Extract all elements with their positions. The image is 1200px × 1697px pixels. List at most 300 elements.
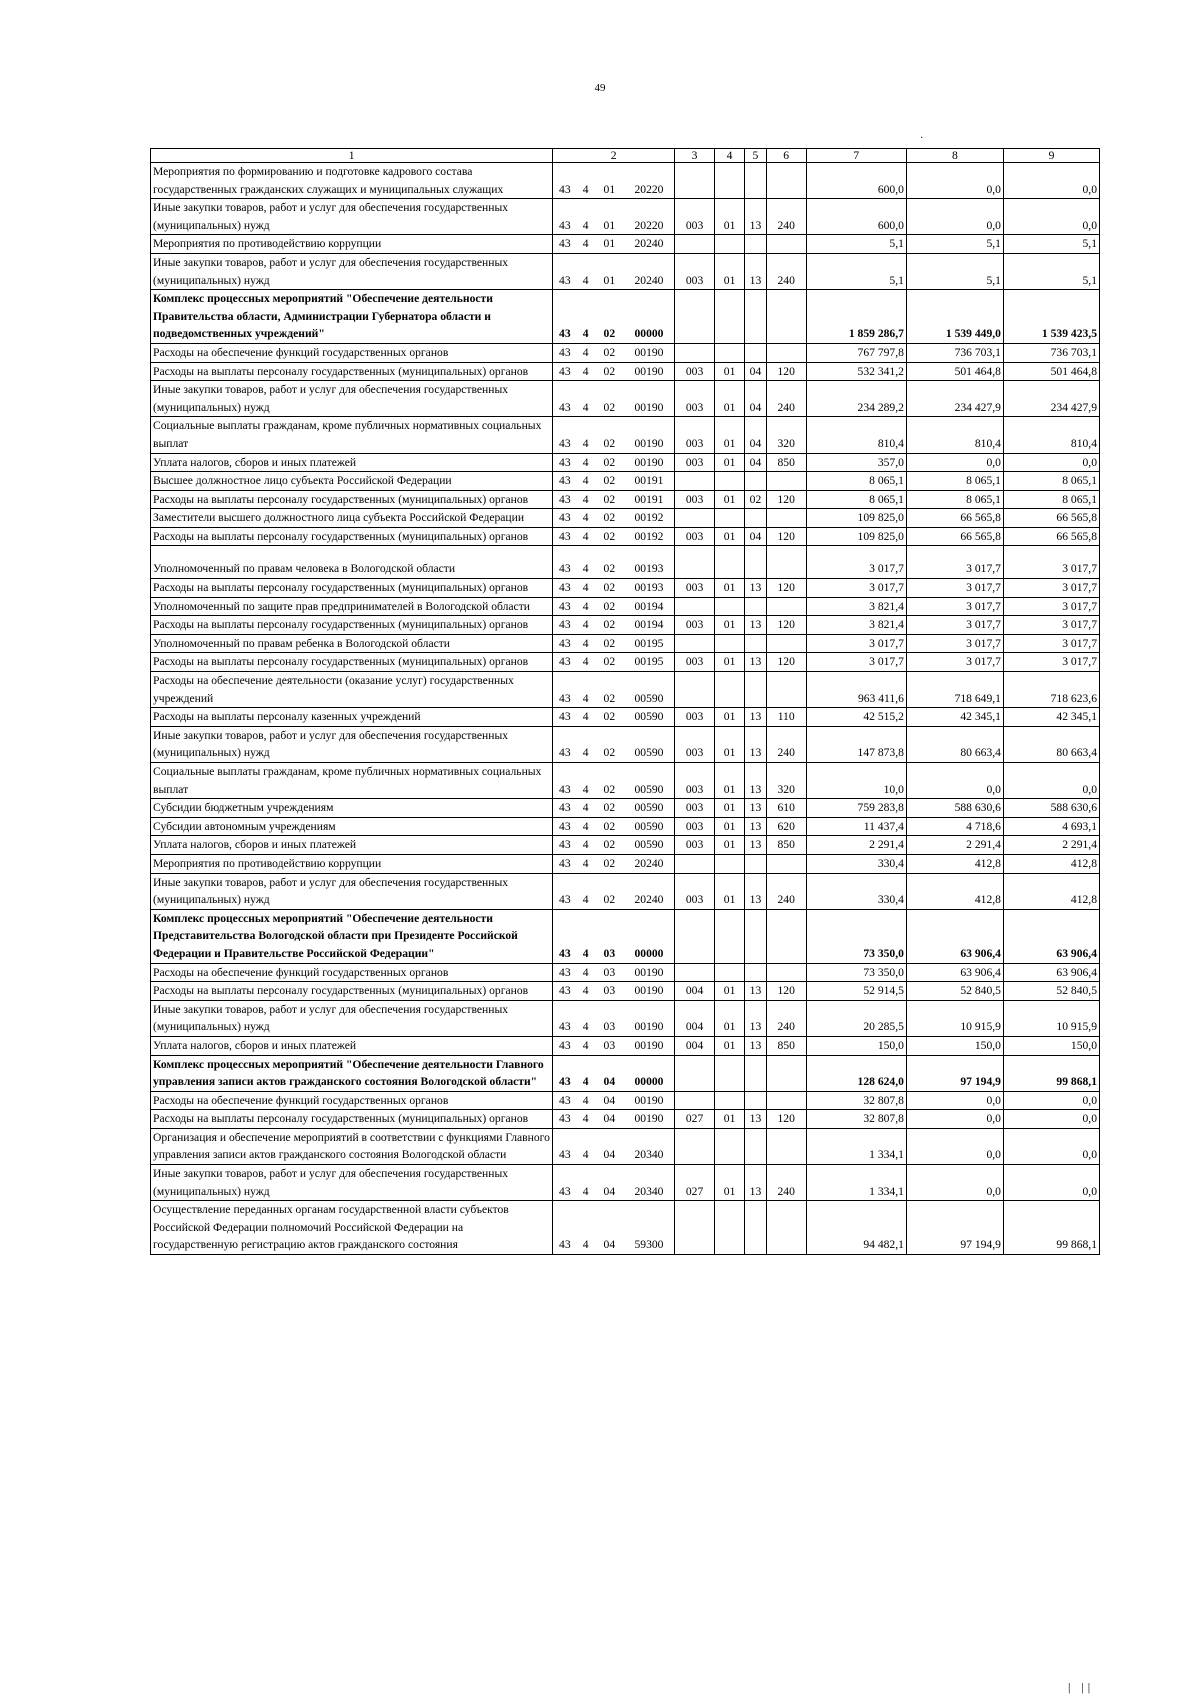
- code-ministry: 43: [553, 199, 577, 235]
- code-section: [714, 1055, 744, 1091]
- table-row: [151, 343, 1100, 362]
- code-ministry: 43: [553, 579, 577, 598]
- header-col-3: 3: [675, 149, 715, 163]
- amount-col-9: 810,4: [1003, 417, 1099, 453]
- header-col-9: 9: [1003, 149, 1099, 163]
- code-program: 4: [576, 1201, 594, 1255]
- code-ministry: 43: [553, 1036, 577, 1055]
- code-section: [714, 509, 744, 528]
- code-expense-type: 120: [766, 616, 806, 635]
- row-name: Расходы на выплаты персоналу государственных (муниципальных) органов: [151, 490, 553, 509]
- code-ministry: 43: [553, 362, 577, 381]
- amount-col-8: 10 915,9: [906, 1000, 1003, 1036]
- code-subsection: [745, 854, 767, 873]
- table-row: [151, 836, 1100, 855]
- amount-col-7: 73 350,0: [806, 909, 906, 963]
- code-complex: 02: [595, 509, 624, 528]
- table-row: [151, 597, 1100, 616]
- code-ministry: 43: [553, 1000, 577, 1036]
- code-ministry: 43: [553, 290, 577, 344]
- code-complex: 02: [595, 546, 624, 579]
- code-expense-type: [766, 854, 806, 873]
- amount-col-9: 0,0: [1003, 453, 1099, 472]
- amount-col-7: 150,0: [806, 1036, 906, 1055]
- code-subsection: [745, 597, 767, 616]
- amount-col-8: 0,0: [906, 763, 1003, 799]
- table-row: [151, 1201, 1100, 1255]
- code-direction: 00590: [624, 708, 675, 727]
- code-program: 4: [576, 1110, 594, 1129]
- table-row: [151, 1165, 1100, 1201]
- code-complex: 02: [595, 362, 624, 381]
- code-direction: 00590: [624, 836, 675, 855]
- amount-col-9: 3 017,7: [1003, 653, 1099, 672]
- code-ministry: 43: [553, 616, 577, 635]
- code-program: 4: [576, 763, 594, 799]
- code-section: [714, 343, 744, 362]
- code-subsection: 04: [745, 453, 767, 472]
- code-expense-type: 850: [766, 453, 806, 472]
- code-ministry: 43: [553, 417, 577, 453]
- table-row: [151, 982, 1100, 1001]
- code-complex: 02: [595, 417, 624, 453]
- row-name: Комплекс процессных мероприятий "Обеспечение деятельности Главного управления записи актов гражданского состояния Вологодской области": [151, 1055, 553, 1091]
- table-row: [151, 417, 1100, 453]
- code-complex: 02: [595, 579, 624, 598]
- amount-col-7: 600,0: [806, 199, 906, 235]
- code-ministry: 43: [553, 597, 577, 616]
- code-department: 003: [675, 381, 715, 417]
- code-expense-type: [766, 1091, 806, 1110]
- amount-col-9: 0,0: [1003, 1165, 1099, 1201]
- code-subsection: 13: [745, 726, 767, 762]
- code-section: 01: [714, 527, 744, 546]
- table-row: [151, 726, 1100, 762]
- code-subsection: [745, 343, 767, 362]
- row-name: Мероприятия по противодействию коррупции: [151, 235, 553, 254]
- amount-col-8: 3 017,7: [906, 634, 1003, 653]
- amount-col-7: 3 821,4: [806, 597, 906, 616]
- code-ministry: 43: [553, 163, 577, 199]
- code-program: 4: [576, 1128, 594, 1164]
- code-complex: 02: [595, 527, 624, 546]
- table-row: [151, 817, 1100, 836]
- amount-col-8: 66 565,8: [906, 509, 1003, 528]
- code-subsection: [745, 963, 767, 982]
- code-expense-type: 120: [766, 653, 806, 672]
- code-ministry: 43: [553, 1055, 577, 1091]
- code-program: 4: [576, 799, 594, 818]
- code-ministry: 43: [553, 634, 577, 653]
- row-name: Мероприятия по противодействию коррупции: [151, 854, 553, 873]
- code-complex: 03: [595, 1000, 624, 1036]
- code-ministry: 43: [553, 836, 577, 855]
- code-section: 01: [714, 817, 744, 836]
- code-section: 01: [714, 453, 744, 472]
- amount-col-8: 0,0: [906, 163, 1003, 199]
- code-department: 003: [675, 836, 715, 855]
- row-name: Расходы на выплаты персоналу государственных (муниципальных) органов: [151, 616, 553, 635]
- code-department: [675, 854, 715, 873]
- amount-col-7: 810,4: [806, 417, 906, 453]
- code-subsection: [745, 1201, 767, 1255]
- code-ministry: 43: [553, 672, 577, 708]
- header-col-8: 8: [906, 149, 1003, 163]
- amount-col-9: 10 915,9: [1003, 1000, 1099, 1036]
- code-ministry: 43: [553, 453, 577, 472]
- amount-col-8: 0,0: [906, 1128, 1003, 1164]
- table-row: [151, 909, 1100, 963]
- row-name: Расходы на выплаты персоналу государственных (муниципальных) органов: [151, 527, 553, 546]
- code-ministry: 43: [553, 490, 577, 509]
- code-department: 027: [675, 1165, 715, 1201]
- row-name: Расходы на обеспечение функций государственных органов: [151, 963, 553, 982]
- code-section: 01: [714, 708, 744, 727]
- amount-col-8: 0,0: [906, 1110, 1003, 1129]
- code-section: 01: [714, 199, 744, 235]
- amount-col-7: 42 515,2: [806, 708, 906, 727]
- amount-col-7: 759 283,8: [806, 799, 906, 818]
- table-row: [151, 634, 1100, 653]
- code-expense-type: [766, 163, 806, 199]
- code-department: [675, 343, 715, 362]
- code-section: [714, 672, 744, 708]
- code-ministry: 43: [553, 963, 577, 982]
- code-expense-type: 120: [766, 1110, 806, 1129]
- table-row: [151, 1000, 1100, 1036]
- code-expense-type: 240: [766, 726, 806, 762]
- code-direction: 00190: [624, 1000, 675, 1036]
- code-direction: 00190: [624, 453, 675, 472]
- code-program: 4: [576, 634, 594, 653]
- code-department: [675, 290, 715, 344]
- header-col-7: 7: [806, 149, 906, 163]
- code-department: [675, 1055, 715, 1091]
- code-complex: 04: [595, 1165, 624, 1201]
- row-name: Расходы на обеспечение функций государственных органов: [151, 1091, 553, 1110]
- code-subsection: 13: [745, 1110, 767, 1129]
- amount-col-8: 97 194,9: [906, 1055, 1003, 1091]
- code-expense-type: [766, 909, 806, 963]
- code-department: 004: [675, 1036, 715, 1055]
- code-direction: 00192: [624, 509, 675, 528]
- code-section: 01: [714, 726, 744, 762]
- code-subsection: 13: [745, 982, 767, 1001]
- amount-col-8: 0,0: [906, 453, 1003, 472]
- code-department: [675, 546, 715, 579]
- code-subsection: 13: [745, 1036, 767, 1055]
- code-complex: 02: [595, 708, 624, 727]
- code-direction: 20220: [624, 199, 675, 235]
- code-program: 4: [576, 199, 594, 235]
- amount-col-7: 357,0: [806, 453, 906, 472]
- code-department: [675, 597, 715, 616]
- amount-col-9: 5,1: [1003, 235, 1099, 254]
- code-department: [675, 634, 715, 653]
- code-direction: 00000: [624, 290, 675, 344]
- code-section: 01: [714, 616, 744, 635]
- code-section: [714, 854, 744, 873]
- code-program: 4: [576, 616, 594, 635]
- amount-col-9: 5,1: [1003, 253, 1099, 289]
- code-expense-type: 240: [766, 1165, 806, 1201]
- amount-col-9: 718 623,6: [1003, 672, 1099, 708]
- code-complex: 04: [595, 1110, 624, 1129]
- code-department: 003: [675, 199, 715, 235]
- table-row: [151, 546, 1100, 579]
- code-section: 01: [714, 1165, 744, 1201]
- code-ministry: 43: [553, 546, 577, 579]
- amount-col-9: 3 017,7: [1003, 597, 1099, 616]
- code-department: [675, 163, 715, 199]
- code-program: 4: [576, 982, 594, 1001]
- amount-col-9: 0,0: [1003, 763, 1099, 799]
- code-program: 4: [576, 546, 594, 579]
- header-row: [151, 149, 1100, 163]
- code-direction: 00190: [624, 381, 675, 417]
- amount-col-7: 11 437,4: [806, 817, 906, 836]
- code-section: 01: [714, 982, 744, 1001]
- table-row: [151, 1055, 1100, 1091]
- code-section: 01: [714, 1000, 744, 1036]
- code-direction: 20340: [624, 1165, 675, 1201]
- amount-col-7: 2 291,4: [806, 836, 906, 855]
- code-program: 4: [576, 527, 594, 546]
- code-program: 4: [576, 472, 594, 491]
- code-complex: 04: [595, 1055, 624, 1091]
- row-name: Расходы на выплаты персоналу государственных (муниципальных) органов: [151, 1110, 553, 1129]
- code-expense-type: 120: [766, 579, 806, 598]
- table-row: [151, 453, 1100, 472]
- code-department: 003: [675, 817, 715, 836]
- code-expense-type: [766, 290, 806, 344]
- amount-col-7: 234 289,2: [806, 381, 906, 417]
- amount-col-7: 32 807,8: [806, 1110, 906, 1129]
- amount-col-8: 588 630,6: [906, 799, 1003, 818]
- amount-col-7: 600,0: [806, 163, 906, 199]
- code-section: [714, 472, 744, 491]
- code-department: [675, 509, 715, 528]
- code-subsection: [745, 163, 767, 199]
- code-subsection: 13: [745, 579, 767, 598]
- code-complex: 02: [595, 381, 624, 417]
- table-row: [151, 963, 1100, 982]
- code-subsection: 04: [745, 417, 767, 453]
- code-complex: 01: [595, 199, 624, 235]
- code-complex: 02: [595, 343, 624, 362]
- code-complex: 03: [595, 909, 624, 963]
- code-ministry: 43: [553, 763, 577, 799]
- table-row: [151, 1036, 1100, 1055]
- code-program: 4: [576, 490, 594, 509]
- amount-col-9: 3 017,7: [1003, 546, 1099, 579]
- row-name: Уплата налогов, сборов и иных платежей: [151, 1036, 553, 1055]
- code-section: 01: [714, 873, 744, 909]
- amount-col-8: 80 663,4: [906, 726, 1003, 762]
- code-subsection: [745, 1091, 767, 1110]
- code-section: 01: [714, 579, 744, 598]
- code-ministry: 43: [553, 1091, 577, 1110]
- row-name: Высшее должностное лицо субъекта Российской Федерации: [151, 472, 553, 491]
- table-row: [151, 235, 1100, 254]
- amount-col-9: 150,0: [1003, 1036, 1099, 1055]
- code-direction: 20240: [624, 873, 675, 909]
- table-row: [151, 854, 1100, 873]
- code-ministry: 43: [553, 343, 577, 362]
- code-department: 003: [675, 417, 715, 453]
- row-name: Субсидии бюджетным учреждениям: [151, 799, 553, 818]
- code-subsection: 13: [745, 616, 767, 635]
- amount-col-8: 5,1: [906, 235, 1003, 254]
- code-subsection: [745, 509, 767, 528]
- code-complex: 03: [595, 982, 624, 1001]
- amount-col-9: 42 345,1: [1003, 708, 1099, 727]
- code-section: [714, 597, 744, 616]
- code-subsection: [745, 909, 767, 963]
- amount-col-8: 63 906,4: [906, 963, 1003, 982]
- amount-col-9: 588 630,6: [1003, 799, 1099, 818]
- table-row: [151, 616, 1100, 635]
- code-expense-type: 850: [766, 1036, 806, 1055]
- amount-col-9: 0,0: [1003, 199, 1099, 235]
- amount-col-8: 501 464,8: [906, 362, 1003, 381]
- code-section: 01: [714, 362, 744, 381]
- code-section: 01: [714, 1110, 744, 1129]
- amount-col-9: 736 703,1: [1003, 343, 1099, 362]
- amount-col-8: 3 017,7: [906, 597, 1003, 616]
- code-subsection: [745, 546, 767, 579]
- table-row: [151, 708, 1100, 727]
- code-department: 027: [675, 1110, 715, 1129]
- code-ministry: 43: [553, 1128, 577, 1164]
- amount-col-8: 718 649,1: [906, 672, 1003, 708]
- code-ministry: 43: [553, 726, 577, 762]
- code-ministry: 43: [553, 909, 577, 963]
- code-department: [675, 235, 715, 254]
- amount-col-8: 52 840,5: [906, 982, 1003, 1001]
- code-expense-type: [766, 472, 806, 491]
- code-department: 003: [675, 708, 715, 727]
- table-row: [151, 163, 1100, 199]
- code-department: [675, 963, 715, 982]
- amount-col-8: 3 017,7: [906, 616, 1003, 635]
- code-expense-type: [766, 597, 806, 616]
- amount-col-8: 3 017,7: [906, 653, 1003, 672]
- amount-col-7: 3 017,7: [806, 634, 906, 653]
- code-ministry: 43: [553, 817, 577, 836]
- amount-col-7: 5,1: [806, 253, 906, 289]
- amount-col-7: 32 807,8: [806, 1091, 906, 1110]
- amount-col-8: 412,8: [906, 854, 1003, 873]
- code-complex: 02: [595, 290, 624, 344]
- code-expense-type: 120: [766, 982, 806, 1001]
- row-name: Уплата налогов, сборов и иных платежей: [151, 453, 553, 472]
- code-expense-type: [766, 343, 806, 362]
- code-subsection: 13: [745, 763, 767, 799]
- code-ministry: 43: [553, 381, 577, 417]
- amount-col-9: 412,8: [1003, 873, 1099, 909]
- code-subsection: 02: [745, 490, 767, 509]
- code-complex: 02: [595, 854, 624, 873]
- amount-col-7: 5,1: [806, 235, 906, 254]
- amount-col-7: 8 065,1: [806, 472, 906, 491]
- code-subsection: 13: [745, 836, 767, 855]
- table-row: [151, 527, 1100, 546]
- code-direction: 00590: [624, 726, 675, 762]
- amount-col-7: 1 859 286,7: [806, 290, 906, 344]
- code-department: 003: [675, 726, 715, 762]
- code-program: 4: [576, 653, 594, 672]
- code-program: 4: [576, 253, 594, 289]
- code-subsection: [745, 235, 767, 254]
- code-expense-type: 610: [766, 799, 806, 818]
- code-complex: 02: [595, 799, 624, 818]
- code-expense-type: [766, 963, 806, 982]
- amount-col-8: 234 427,9: [906, 381, 1003, 417]
- code-direction: 00194: [624, 597, 675, 616]
- table-row: [151, 1110, 1100, 1129]
- code-program: 4: [576, 873, 594, 909]
- row-name: Расходы на выплаты персоналу государственных (муниципальных) органов: [151, 982, 553, 1001]
- amount-col-7: 330,4: [806, 854, 906, 873]
- code-expense-type: 240: [766, 1000, 806, 1036]
- code-direction: 00192: [624, 527, 675, 546]
- code-program: 4: [576, 417, 594, 453]
- amount-col-7: 3 017,7: [806, 546, 906, 579]
- code-program: 4: [576, 163, 594, 199]
- code-expense-type: 120: [766, 362, 806, 381]
- row-name: Субсидии автономным учреждениям: [151, 817, 553, 836]
- code-subsection: [745, 290, 767, 344]
- code-department: [675, 1091, 715, 1110]
- code-subsection: 13: [745, 653, 767, 672]
- code-section: [714, 290, 744, 344]
- code-complex: 04: [595, 1201, 624, 1255]
- code-subsection: 13: [745, 1000, 767, 1036]
- code-section: [714, 963, 744, 982]
- table-body: [151, 163, 1100, 1255]
- row-name: Иные закупки товаров, работ и услуг для обеспечения государственных (муниципальных) нужд: [151, 253, 553, 289]
- amount-col-9: 412,8: [1003, 854, 1099, 873]
- code-expense-type: [766, 509, 806, 528]
- amount-col-9: 0,0: [1003, 163, 1099, 199]
- amount-col-8: 4 718,6: [906, 817, 1003, 836]
- table-row: [151, 873, 1100, 909]
- code-subsection: [745, 1055, 767, 1091]
- code-complex: 04: [595, 1091, 624, 1110]
- row-name: Иные закупки товаров, работ и услуг для обеспечения государственных (муниципальных) нужд: [151, 873, 553, 909]
- code-section: 01: [714, 381, 744, 417]
- code-complex: 02: [595, 672, 624, 708]
- amount-col-7: 1 334,1: [806, 1128, 906, 1164]
- amount-col-8: 412,8: [906, 873, 1003, 909]
- code-direction: 20240: [624, 235, 675, 254]
- row-name: Социальные выплаты гражданам, кроме публичных нормативных социальных выплат: [151, 763, 553, 799]
- code-expense-type: 850: [766, 836, 806, 855]
- code-complex: 02: [595, 873, 624, 909]
- amount-col-8: 736 703,1: [906, 343, 1003, 362]
- amount-col-8: 0,0: [906, 1165, 1003, 1201]
- table-row: [151, 381, 1100, 417]
- amount-col-7: 3 821,4: [806, 616, 906, 635]
- code-direction: 00190: [624, 1036, 675, 1055]
- row-name: Социальные выплаты гражданам, кроме публичных нормативных социальных выплат: [151, 417, 553, 453]
- code-expense-type: 240: [766, 381, 806, 417]
- row-name: Уполномоченный по правам ребенка в Вологодской области: [151, 634, 553, 653]
- code-department: [675, 472, 715, 491]
- amount-col-7: 8 065,1: [806, 490, 906, 509]
- code-program: 4: [576, 1000, 594, 1036]
